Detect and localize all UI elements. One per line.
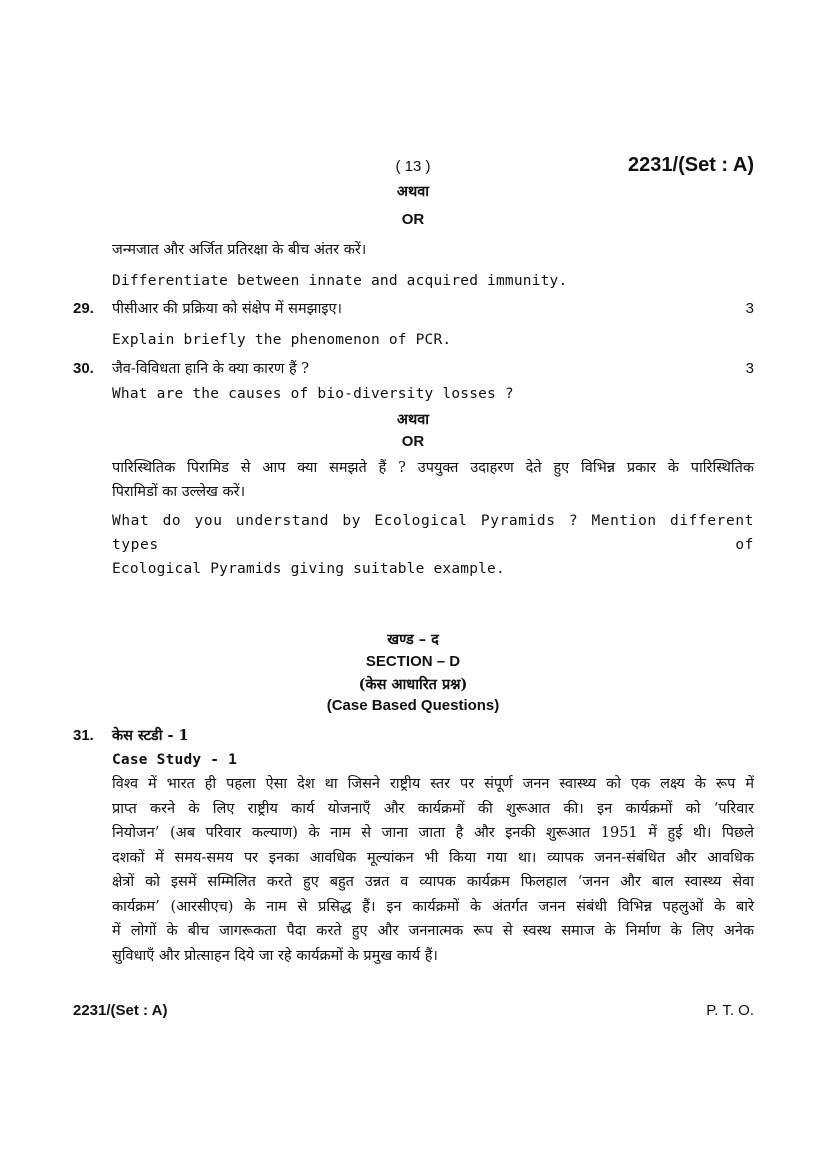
question-30-marks: 3 [745, 360, 754, 377]
passage-line: सुविधाएँ और प्रोत्साहन दिये जा रहे कार्यक्रमों के प्रमुख कार्य हैं। [112, 947, 438, 964]
question-28-or-english: Differentiate between innate and acquired immunity. [112, 273, 568, 289]
or-label: OR [401, 211, 425, 228]
text-line: What do you understand by Ecological Pyramids ? Mention different types of [112, 513, 754, 553]
passage-line: प्राप्त करने के लिए राष्ट्रीय कार्य योजनाएँ और कार्यक्रमों की शुरूआत की। इन कार्यक्रमों को ‘परिवार [112, 800, 754, 817]
passage-line: नियोजन’ (अब परिवार कल्याण) के नाम से जाना जाता है और इनकी शुरूआत 1951 में हुई थी। पिछले [112, 825, 754, 841]
question-30-alt-hindi [112, 456, 754, 504]
text-line: Ecological Pyramids giving suitable example. [112, 561, 505, 577]
text-line: पारिस्थितिक पिरामिड से आप क्या समझते हैं ? उपयुक्त उदाहरण देते हुए विभिन्न प्रकार के पारिस्थितिक [112, 460, 754, 476]
pto-label: P. T. O. [706, 1002, 754, 1019]
case-study-title-hindi: केस स्टडी - 1 [112, 727, 189, 744]
question-30-english: What are the causes of bio-diversity losses ? [112, 386, 514, 402]
question-29-hindi: पीसीआर की प्रक्रिया को संक्षेप में समझाइए। [112, 301, 342, 317]
passage-line: विश्व में भारत ही पहला ऐसा देश था जिसने राष्ट्रीय स्तर पर संपूर्ण जनन स्वास्थ्य को एक लक्ष्य के रूप में [112, 776, 754, 792]
question-30-hindi: जैव-विविधता हानि के क्या कारण हैं ? [112, 361, 310, 377]
or-label: OR [401, 433, 425, 450]
page-number: ( 13 ) [395, 158, 431, 175]
paper-code-footer: 2231/(Set : A) [73, 1002, 168, 1019]
section-title-hindi: खण्ड – द [387, 631, 439, 648]
question-28-or-hindi: जन्मजात और अर्जित प्रतिरक्षा के बीच अंतर करें। [112, 242, 367, 258]
section-subtitle-hindi: (केस आधारित प्रश्न) [358, 676, 468, 693]
section-subtitle: (Case Based Questions) [326, 697, 500, 714]
paper-code-header: 2231/(Set : A) [628, 154, 754, 176]
question-29-marks: 3 [745, 300, 754, 317]
question-29-number: 29. [73, 300, 94, 317]
passage-line: कार्यक्रम’ (आरसीएच) के नाम से प्रसिद्ध हैं। इन कार्यक्रमों के अंतर्गत जनन संबंधी विभिन्न पहलुओं के बारे [112, 898, 754, 915]
question-29-english: Explain briefly the phenomenon of PCR. [112, 332, 452, 348]
or-label-hindi: अथवा [396, 411, 430, 428]
case-study-passage [112, 772, 754, 968]
passage-line: दशकों में समय-समय पर इनका आवधिक मूल्यांकन भी किया गया था। व्यापक जनन-संबंधित और आवधिक [112, 849, 754, 866]
question-30-number: 30. [73, 360, 94, 377]
case-study-title: Case Study - 1 [112, 752, 238, 768]
passage-line: में लोगों के बीच जागरूकता पैदा करते हुए और जननात्मक रूप से स्वस्थ समाज के निर्माण के लिए अनेक [112, 923, 754, 939]
or-label-hindi: अथवा [396, 183, 430, 200]
passage-line: क्षेत्रों को इसमें सम्मिलित करते हुए बहुत उन्नत व व्यापक कार्यक्रम फिलहाल ‘जनन और बाल स्वास्थ्य सेवा [112, 874, 754, 890]
question-31-number: 31. [73, 727, 94, 744]
section-title: SECTION – D [365, 653, 461, 670]
text-line: पिरामिडों का उल्लेख करें। [112, 484, 246, 500]
question-30-alt-english [112, 509, 754, 581]
